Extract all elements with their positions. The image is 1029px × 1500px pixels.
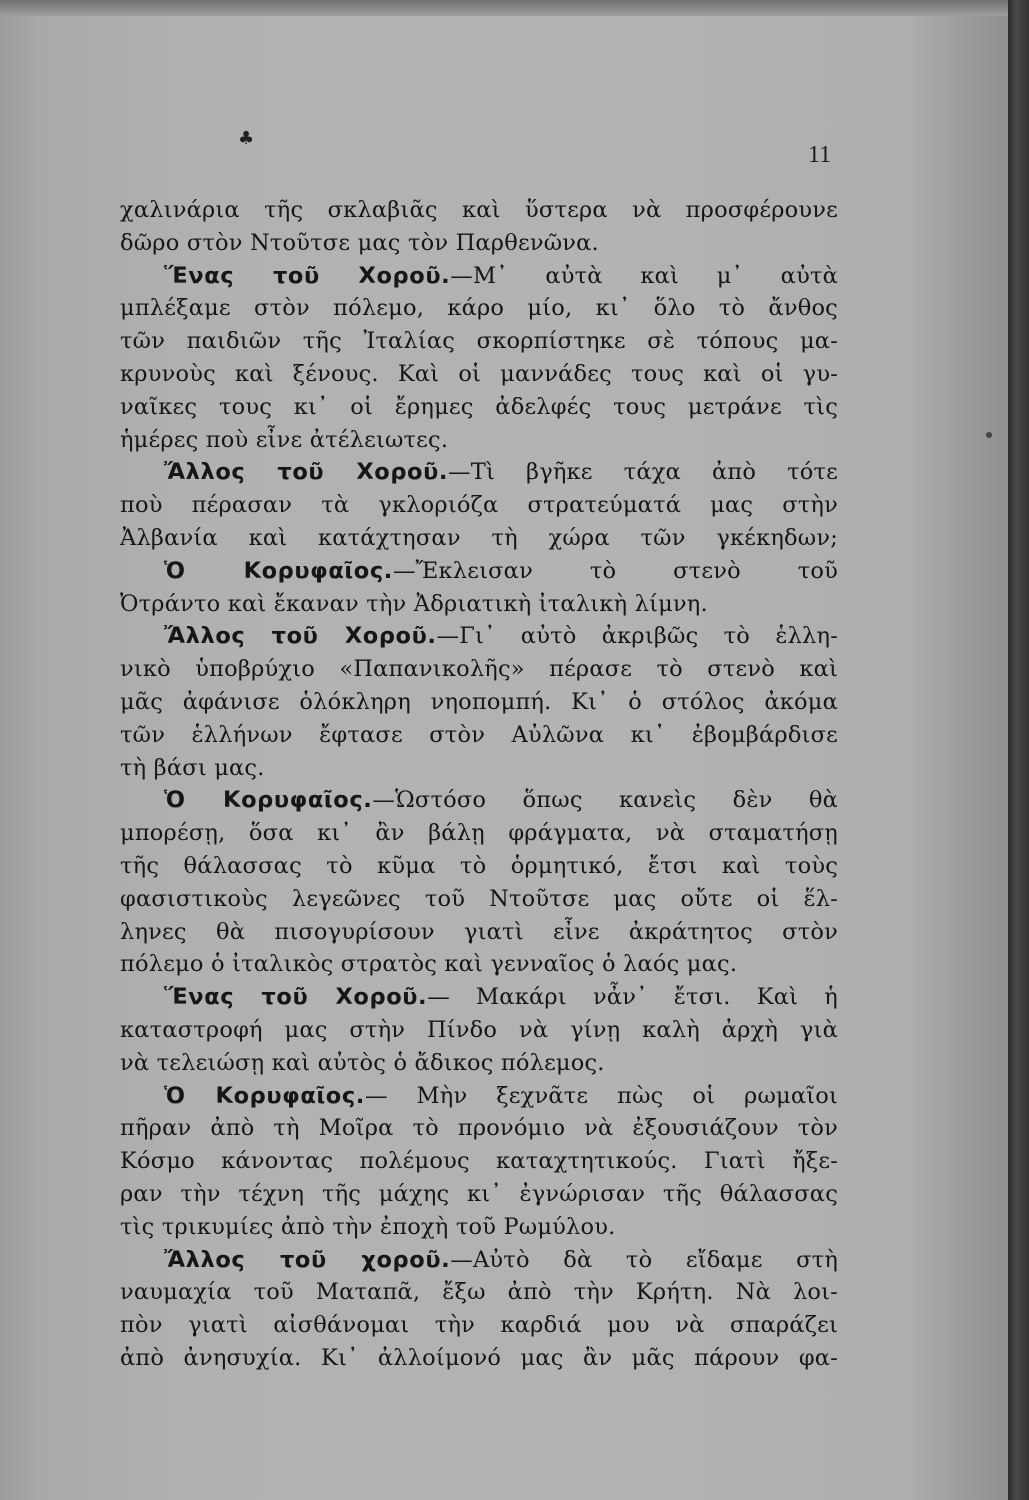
line-text: τῶν ἑλλήνων ἔφτασε στὸν Αὐλῶνα κι᾽ ἐβομβάρδισε	[120, 721, 838, 748]
line-text: —Τὶ βγῆκε τάχα ἀπὸ τότε	[448, 459, 839, 486]
speaker-name: Ἄλλος τοῦ Χοροῦ.	[164, 459, 449, 486]
speaker-name: Ἄλλος τοῦ Χοροῦ.	[164, 623, 437, 650]
text-line	[120, 358, 838, 391]
text-line	[120, 686, 838, 719]
line-text: πῆραν ἀπὸ τὴ Μοῖρα τὸ προνόμιο νὰ ἐξουσιάζουν τὸν	[120, 1115, 838, 1142]
speaker-line	[120, 784, 838, 817]
line-text: μπορέσῃ, ὅσα κι᾽ ἂν βάλῃ φράγματα, νὰ σταματήσῃ	[120, 820, 838, 847]
page-top-shadow	[0, 0, 1008, 16]
text-line	[120, 194, 838, 227]
line-text: ἡμέρες ποὺ εἶνε ἀτέλειωτες.	[120, 426, 449, 453]
text-line	[120, 489, 838, 522]
text-line	[120, 653, 838, 686]
text-line	[120, 850, 838, 883]
line-text: —Αὐτὸ δὰ τὸ εἴδαμε στὴ	[450, 1246, 838, 1273]
line-text: ἀπὸ ἀνησυχία. Κι᾽ ἀλλοίμονό μας ἂν μᾶς πάρουν φα-	[120, 1344, 838, 1371]
speaker-line	[120, 555, 838, 588]
line-text: πόλεμο ὁ ἰταλικὸς στρατὸς καὶ γενναῖος ὁ λαός μας.	[120, 951, 738, 978]
text-line	[120, 1309, 838, 1342]
line-text: — Μὴν ξεχνᾶτε πὼς οἱ ρωμαῖοι	[364, 1082, 839, 1109]
speaker-line	[120, 456, 838, 489]
line-text: ναῖκες τους κι᾽ οἱ ἔρημες ἀδελφές τους μετράνε τὶς	[120, 393, 838, 420]
line-text: ληνες θὰ πισογυρίσουν γιατὶ εἶνε ἀκράτητος στὸν	[120, 918, 838, 945]
line-text: ραν τὴν τέχνη τῆς μάχης κι᾽ ἐγνώρισαν τῆς θάλασσας	[120, 1180, 838, 1207]
line-text: —Ἔκλεισαν τὸ στενὸ τοῦ	[392, 557, 838, 584]
line-text: τῆς θάλασσας τὸ κῦμα τὸ ὁρμητικό, ἔτσι καὶ τοὺς	[120, 852, 838, 879]
speaker-name: Ὁ Κορυφαῖος.	[164, 787, 373, 814]
line-text: δῶρο στὸν Ντοῦτσε μας τὸν Παρθενῶνα.	[120, 229, 599, 256]
speaker-name: Ὁ Κορυφαῖος.	[164, 557, 393, 584]
speaker-name: Ἕνας τοῦ Χοροῦ.	[164, 984, 428, 1011]
text-line	[120, 1145, 838, 1178]
line-text: μπλέξαμε στὸν πόλεμο, κάρο μίο, κι᾽ ὅλο τὸ ἄνθος	[120, 295, 838, 322]
ink-speck	[986, 432, 992, 438]
page-number: 11	[808, 142, 832, 168]
text-line	[120, 522, 838, 555]
text-line	[120, 719, 838, 752]
line-text: Ὀτράντο καὶ ἔκαναν τὴν Ἀδριατικὴ ἰταλικὴ λίμνη.	[120, 590, 708, 617]
line-text: τὴ βάσι μας.	[120, 754, 265, 781]
line-text: πὸν γιατὶ αἰσθάνομαι τὴν καρδιά μου νὰ σπαράζει	[120, 1312, 838, 1339]
line-text: Ἀλβανία καὶ κατάχτησαν τὴ χώρα τῶν γκέκηδων;	[120, 524, 838, 551]
speaker-line	[120, 260, 838, 293]
text-line	[120, 588, 838, 621]
line-text: τῶν παιδιῶν τῆς Ἰταλίας σκορπίστηκε σὲ τόπους μα-	[120, 328, 838, 355]
text-line	[120, 817, 838, 850]
line-text: κρυνοὺς καὶ ξένους. Καὶ οἱ μαννάδες τους καὶ οἱ γυ-	[120, 360, 838, 387]
text-line	[120, 916, 838, 949]
text-line	[120, 1047, 838, 1080]
line-text: —Ὡστόσο ὅπως κανεὶς δὲν θὰ	[372, 787, 839, 814]
text-line	[120, 424, 838, 457]
text-line	[120, 292, 838, 325]
line-text: χαλινάρια τῆς σκλαβιᾶς καὶ ὕστερα νὰ προσφέρουνε	[120, 197, 838, 223]
text-line	[120, 1112, 838, 1145]
line-text: Κόσμο κάνοντας πολέμους καταχτητικούς. Γιατὶ ἤξε-	[120, 1148, 838, 1175]
text-line	[120, 1342, 838, 1375]
speaker-line	[120, 981, 838, 1014]
ink-mark: ♣	[238, 128, 255, 149]
text-line	[120, 883, 838, 916]
text-line	[120, 1276, 838, 1309]
text-line	[120, 752, 838, 785]
speaker-name: Ὁ Κορυφαῖος.	[164, 1082, 365, 1109]
line-text: ναυμαχία τοῦ Ματαπᾶ, ἔξω ἀπὸ τὴν Κρήτη. Νὰ λοι-	[120, 1279, 838, 1306]
speaker-name: Ἄλλος τοῦ χοροῦ.	[164, 1246, 451, 1273]
book-edge	[1008, 0, 1029, 1500]
speaker-line	[120, 620, 838, 653]
line-text: νικὸ ὑποβρύχιο «Παπανικολῆς» πέρασε τὸ στενὸ καὶ	[120, 656, 838, 683]
line-text: — Μακάρι νἆν᾽ ἔτσι. Καὶ ἡ	[427, 984, 838, 1011]
text-line	[120, 391, 838, 424]
body-text	[120, 194, 838, 1375]
text-line	[120, 227, 838, 260]
text-line	[120, 1014, 838, 1047]
line-text: φασιστικοὺς λεγεῶνες τοῦ Ντοῦτσε μας οὔτε οἱ ἕλ-	[120, 885, 838, 912]
speaker-name: Ἕνας τοῦ Χοροῦ.	[164, 262, 451, 289]
line-text: τὶς τρικυμίες ἀπὸ τὴν ἐποχὴ τοῦ Ρωμύλου.	[120, 1213, 616, 1240]
text-line	[120, 1211, 838, 1244]
line-text: νὰ τελειώσῃ καὶ αὐτὸς ὁ ἄδικος πόλεμος.	[120, 1049, 605, 1076]
text-line	[120, 325, 838, 358]
line-text: καταστροφή μας στὴν Πίνδο νὰ γίνῃ καλὴ ἀρχὴ γιὰ	[120, 1016, 838, 1043]
line-text: —Γι᾽ αὐτὸ ἀκριβῶς τὸ ἑλλη-	[436, 623, 839, 650]
speaker-line	[120, 1080, 838, 1113]
line-text: μᾶς ἀφάνισε ὁλόκληρη νηοπομπή. Κι᾽ ὁ στόλος ἀκόμα	[120, 688, 838, 715]
line-text: —Μ᾽ αὐτὰ καὶ μ᾽ αὐτὰ	[450, 262, 838, 289]
text-line	[120, 948, 838, 981]
speaker-line	[120, 1244, 838, 1277]
text-line	[120, 1178, 838, 1211]
line-text: ποὺ πέρασαν τὰ γκλοριόζα στρατεύματά μας στὴν	[120, 492, 838, 519]
